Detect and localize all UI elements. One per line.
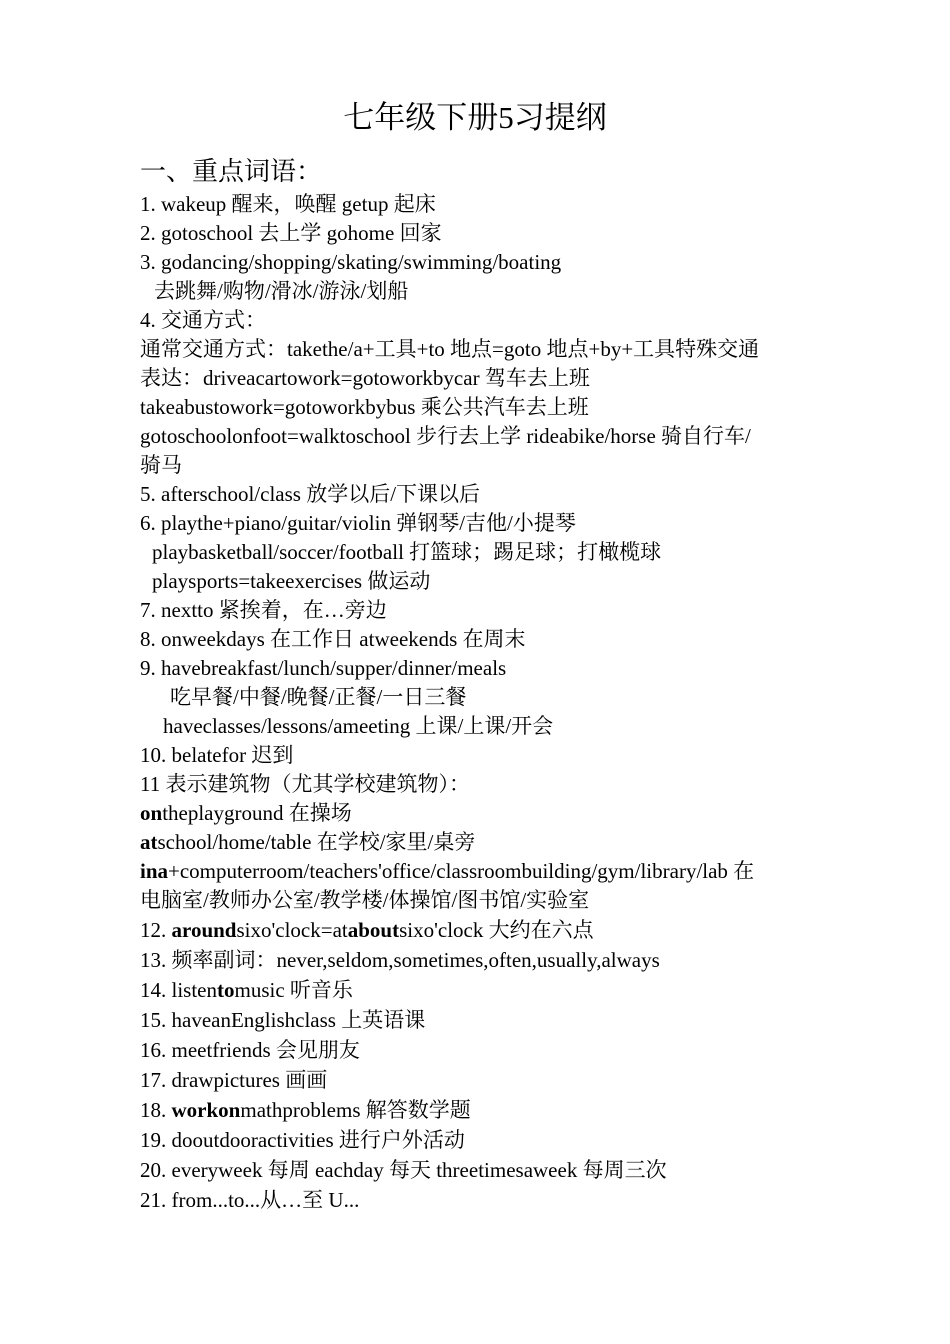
list-line [140,770,810,799]
bold-keyword: about [347,918,400,942]
line-text: 17. drawpictures 画画 [140,1068,328,1092]
list-line [140,654,810,683]
list-line [140,422,810,451]
line-text: 21. from...to...从…至 U... [140,1188,360,1212]
list-line [140,828,810,857]
line-text: 吃早餐/中餐/晚餐/正餐/一日三餐 [170,685,467,709]
list-line [140,393,810,422]
list-line [140,683,810,712]
line-text: 电脑室/教师办公室/教学楼/体操馆/图书馆/实验室 [140,888,590,912]
list-line [140,857,810,886]
line-text: sixo'clock=at [236,918,348,942]
list-line [140,945,810,975]
bold-keyword: ina [140,859,169,883]
list-line [140,886,810,915]
line-text: 11 表示建筑物（尤其学校建筑物）： [140,772,470,796]
line-text: 14. listen [140,978,217,1002]
document-title: 七年级下册5习提纲 [343,100,607,135]
section-heading: 一、重点词语： [140,157,323,186]
list-line [140,712,810,741]
line-text: 7. nextto 紧挨着，在…旁边 [140,598,387,622]
line-text: 16. meetfriends 会见朋友 [140,1038,360,1062]
bold-keyword: on [140,801,163,825]
list-line [140,1005,810,1035]
line-text: 10. belatefor 迟到 [140,743,294,767]
line-text: haveclasses/lessons/ameeting 上课/上课/开会 [163,714,554,738]
line-text: 骑马 [140,453,182,477]
line-text: 18. [140,1098,172,1122]
list-line [140,248,810,277]
list-line [140,306,810,335]
list-line [140,1065,810,1095]
line-text: 2. gotoschool 去上学 gohome 回家 [140,221,442,245]
line-text: sixo'clock 大约在六点 [399,918,594,942]
line-text: 15. haveanEnglishclass 上英语课 [140,1008,426,1032]
list-line [140,277,810,306]
list-line [140,1035,810,1065]
line-text: 20. everyweek 每周 eachday 每天 threetimesaweek 每周三次 [140,1158,667,1182]
bold-keyword: to [217,978,235,1002]
line-text: 3. godancing/shopping/skating/swimming/boating [140,250,562,274]
bold-keyword: around [171,918,237,942]
bold-keyword: workon [171,1098,241,1122]
list-line [140,1155,810,1185]
line-text: 5. afterschool/class 放学以后/下课以后 [140,482,481,506]
line-text: 6. playthe+piano/guitar/violin 弹钢琴/吉他/小提琴 [140,511,576,535]
line-text: theplayground 在操场 [162,801,352,825]
line-text: 表达：driveacartowork=gotoworkbycar 驾车去上班 [140,366,590,390]
line-text: playsports=takeexercises 做运动 [152,569,431,593]
list-line [140,538,810,567]
line-text: 12. [140,918,172,942]
list-line [140,915,810,945]
list-line [140,364,810,393]
list-line [140,1125,810,1155]
list-line [140,596,810,625]
line-text: 1. wakeup 醒来，唤醒 getup 起床 [140,192,436,216]
list-line [140,219,810,248]
line-text: +computerroom/teachers'office/classroombuilding/gym/library/lab 在 [168,859,755,883]
line-text: 8. onweekdays 在工作日 atweekends 在周末 [140,627,526,651]
line-text: school/home/table 在学校/家里/桌旁 [157,830,476,854]
line-text: music 听音乐 [234,978,353,1002]
list-line [140,799,810,828]
line-text: takeabustowork=gotoworkbybus 乘公共汽车去上班 [140,395,589,419]
list-line [140,451,810,480]
list-line [140,975,810,1005]
line-text: 4. 交通方式： [140,308,266,332]
bold-keyword: at [140,830,158,854]
line-text: mathproblems 解答数学题 [240,1098,471,1122]
line-text: 9. havebreakfast/lunch/supper/dinner/meals [140,656,507,680]
line-text: 去跳舞/购物/滑冰/游泳/划船 [154,279,409,303]
list-line [140,1185,810,1215]
line-text: 13. 频率副词：never,seldom,sometimes,often,usually,always [140,948,660,972]
line-text: gotoschoolonfoot=walktoschool 步行去上学 rideabike/horse 骑自行车/ [140,424,751,448]
list-line [140,335,810,364]
list-line [140,625,810,654]
line-text: 19. dooutdooractivities 进行户外活动 [140,1128,465,1152]
list-line [140,741,810,770]
line-text: 通常交通方式：takethe/a+工具+to 地点=goto 地点+by+工具特殊交通 [140,337,760,361]
line-text: playbasketball/soccer/football 打篮球；踢足球；打橄榄球 [152,540,662,564]
list-line [140,1095,810,1125]
list-line [140,480,810,509]
vocabulary-list [140,190,810,1215]
list-line [140,190,810,219]
list-line [140,567,810,596]
list-line [140,509,810,538]
